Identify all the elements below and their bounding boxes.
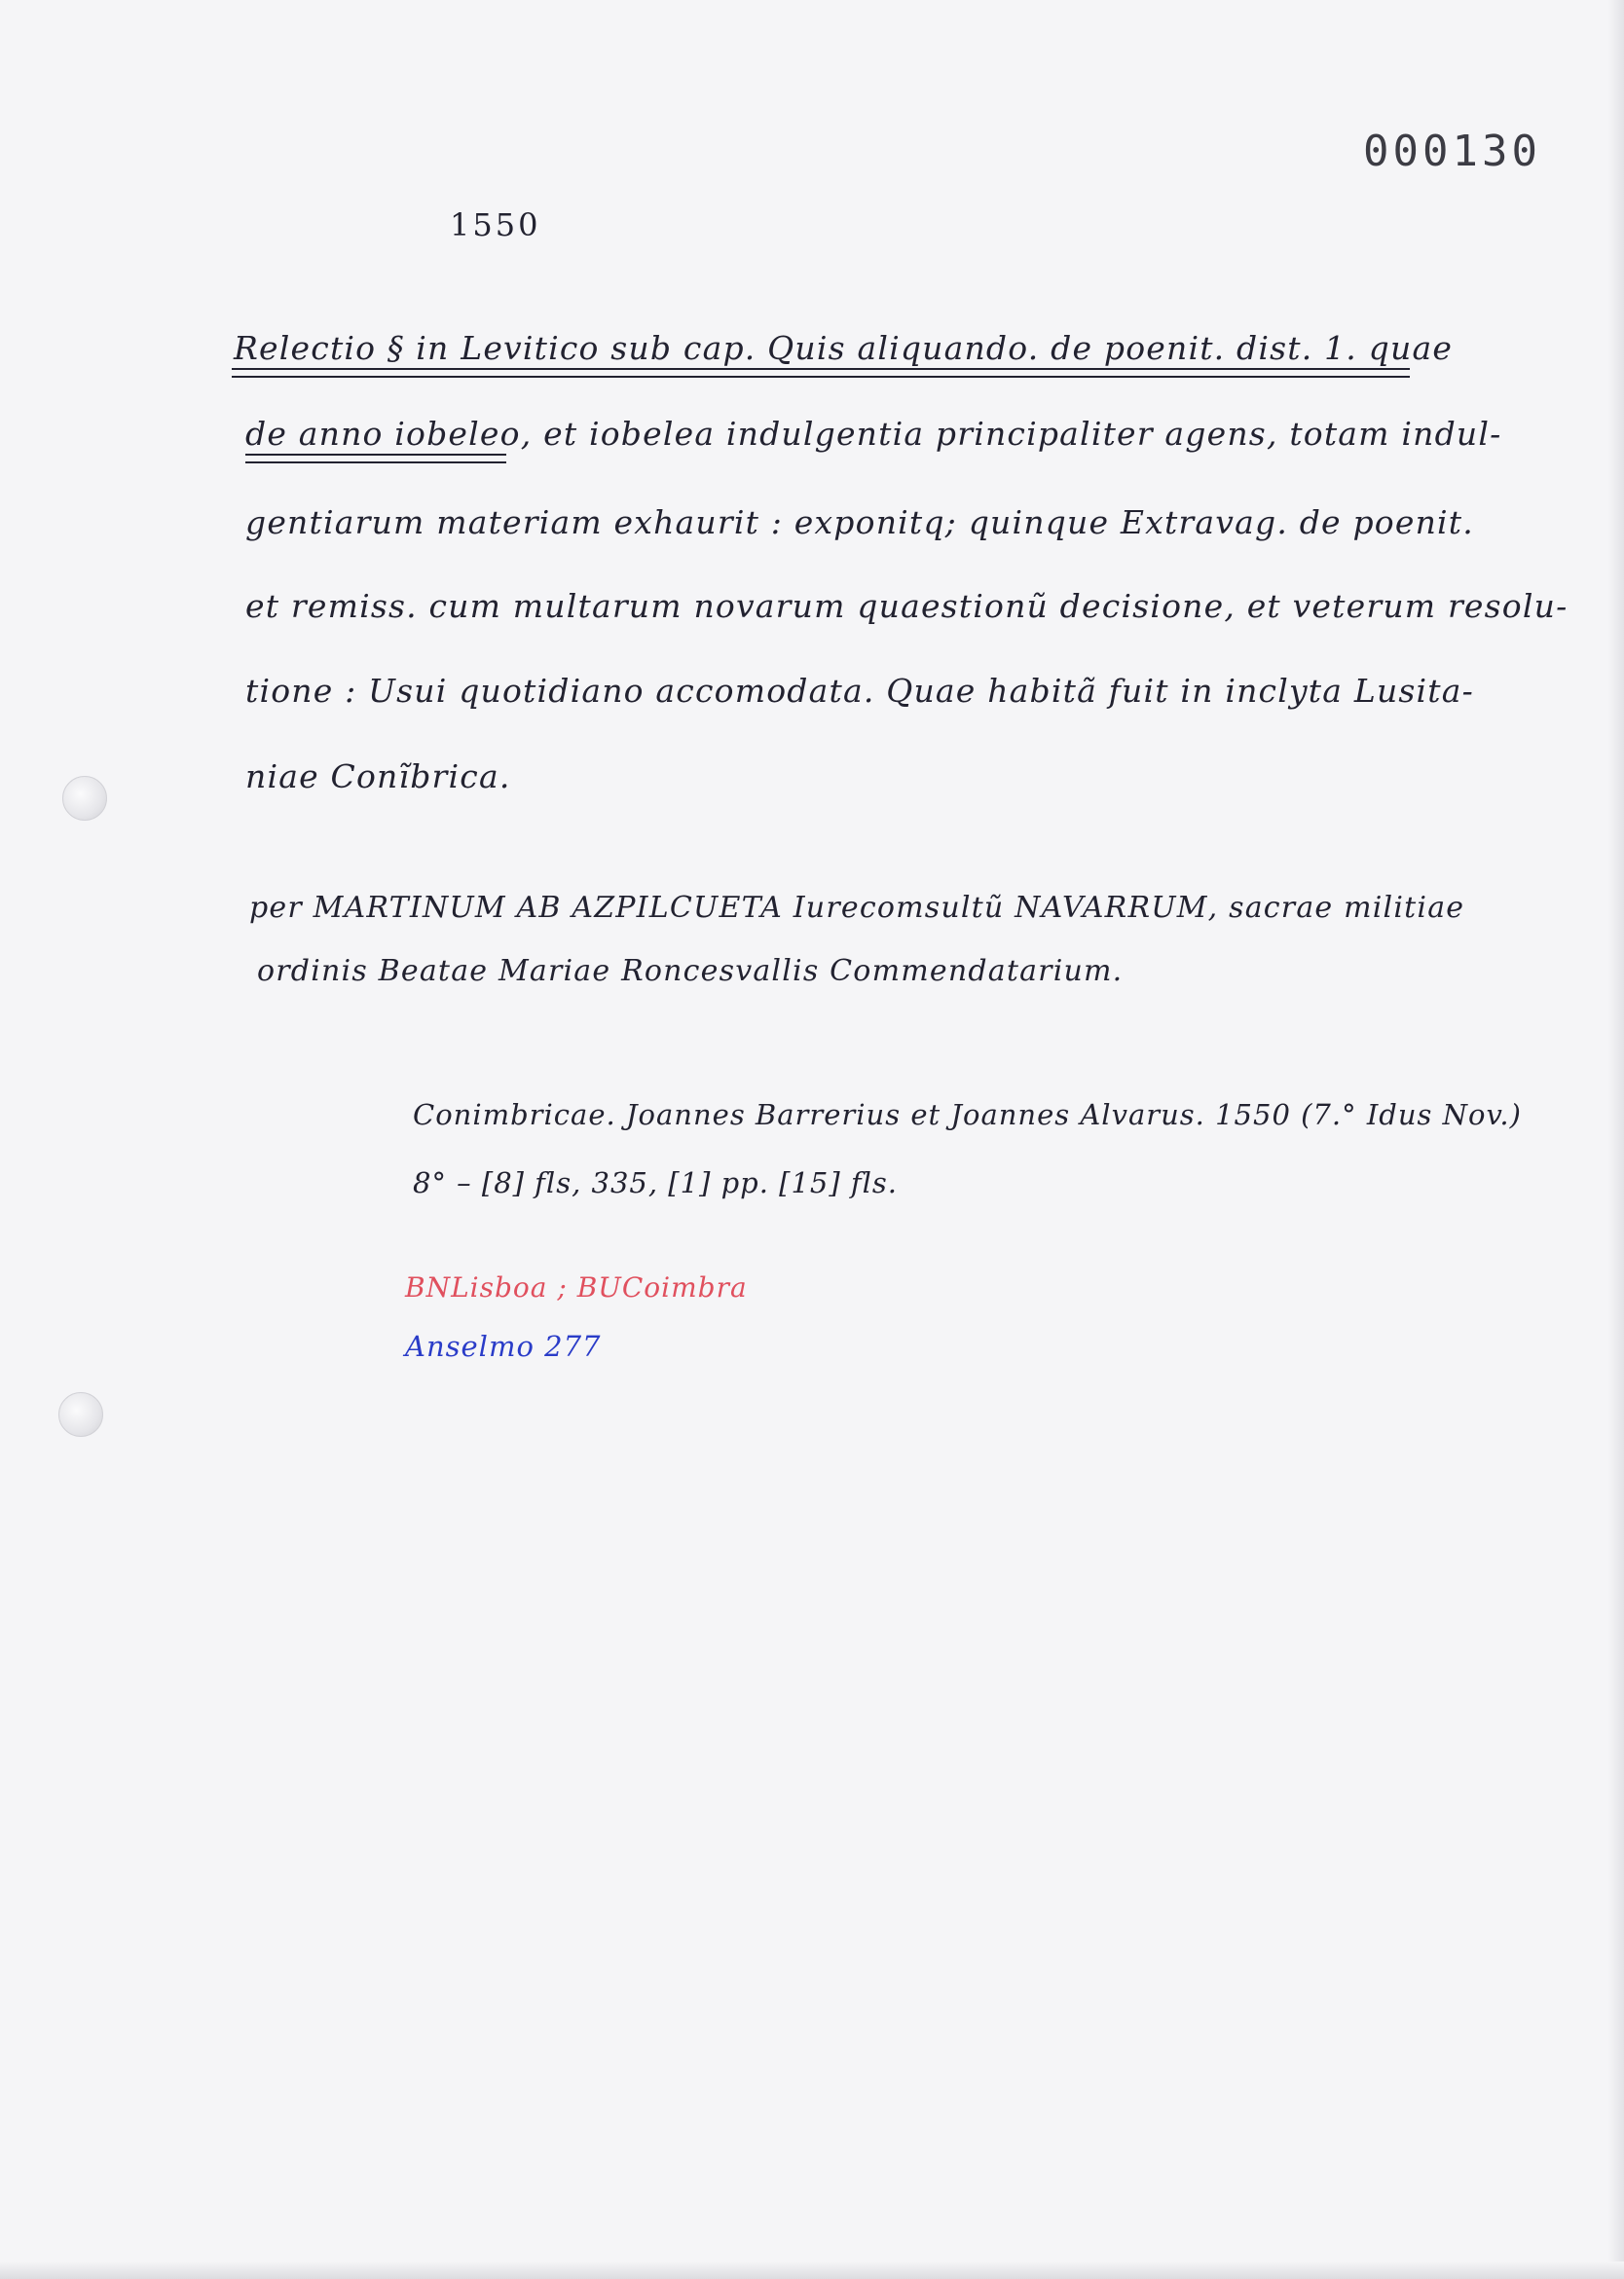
collation-line: 8° – [8] fls, 335, [1] pp. [15] fls. xyxy=(413,1166,899,1199)
title-line-2: de anno iobeleo, et iobelea indulgentia principaliter agens, totam indul- xyxy=(245,415,1502,453)
paper-edge-right xyxy=(1608,0,1624,2279)
stamp-number: 000130 xyxy=(1363,127,1541,176)
title-underline-1 xyxy=(232,368,1410,378)
title-underline-2 xyxy=(245,454,506,463)
title-line-5: tione : Usui quotidiano accomodata. Quae habitã fuit in inclyta Lusita- xyxy=(245,672,1474,710)
year-heading: 1550 xyxy=(450,206,541,243)
title-line-1: Relectio § in Levitico sub cap. Quis aliquando. de poenit. dist. 1. quae xyxy=(234,329,1454,367)
title-line-6: niae Conĩbrica. xyxy=(245,757,511,795)
punch-hole-lower xyxy=(58,1392,103,1437)
bibliographic-reference: Anselmo 277 xyxy=(405,1330,602,1363)
paper-edge-bottom xyxy=(0,2261,1624,2279)
title-line-3: gentiarum materiam exhaurit : exponitq; quinque Extravag. de poenit. xyxy=(245,503,1474,541)
title-line-4: et remiss. cum multarum novarum quaestionũ decisione, et veterum resolu- xyxy=(245,587,1569,625)
author-line-2: ordinis Beatae Mariae Roncesvallis Commendatarium. xyxy=(257,954,1124,988)
author-line-1: per MARTINUM AB AZPILCUETA Iurecomsultũ NAVARRUM, sacrae militiae xyxy=(249,891,1465,925)
punch-hole-upper xyxy=(62,776,107,821)
holding-libraries: BNLisboa ; BUCoimbra xyxy=(405,1271,748,1304)
imprint-line: Conimbricae. Joannes Barrerius et Joannes Alvarus. 1550 (7.° Idus Nov.) xyxy=(413,1098,1522,1131)
